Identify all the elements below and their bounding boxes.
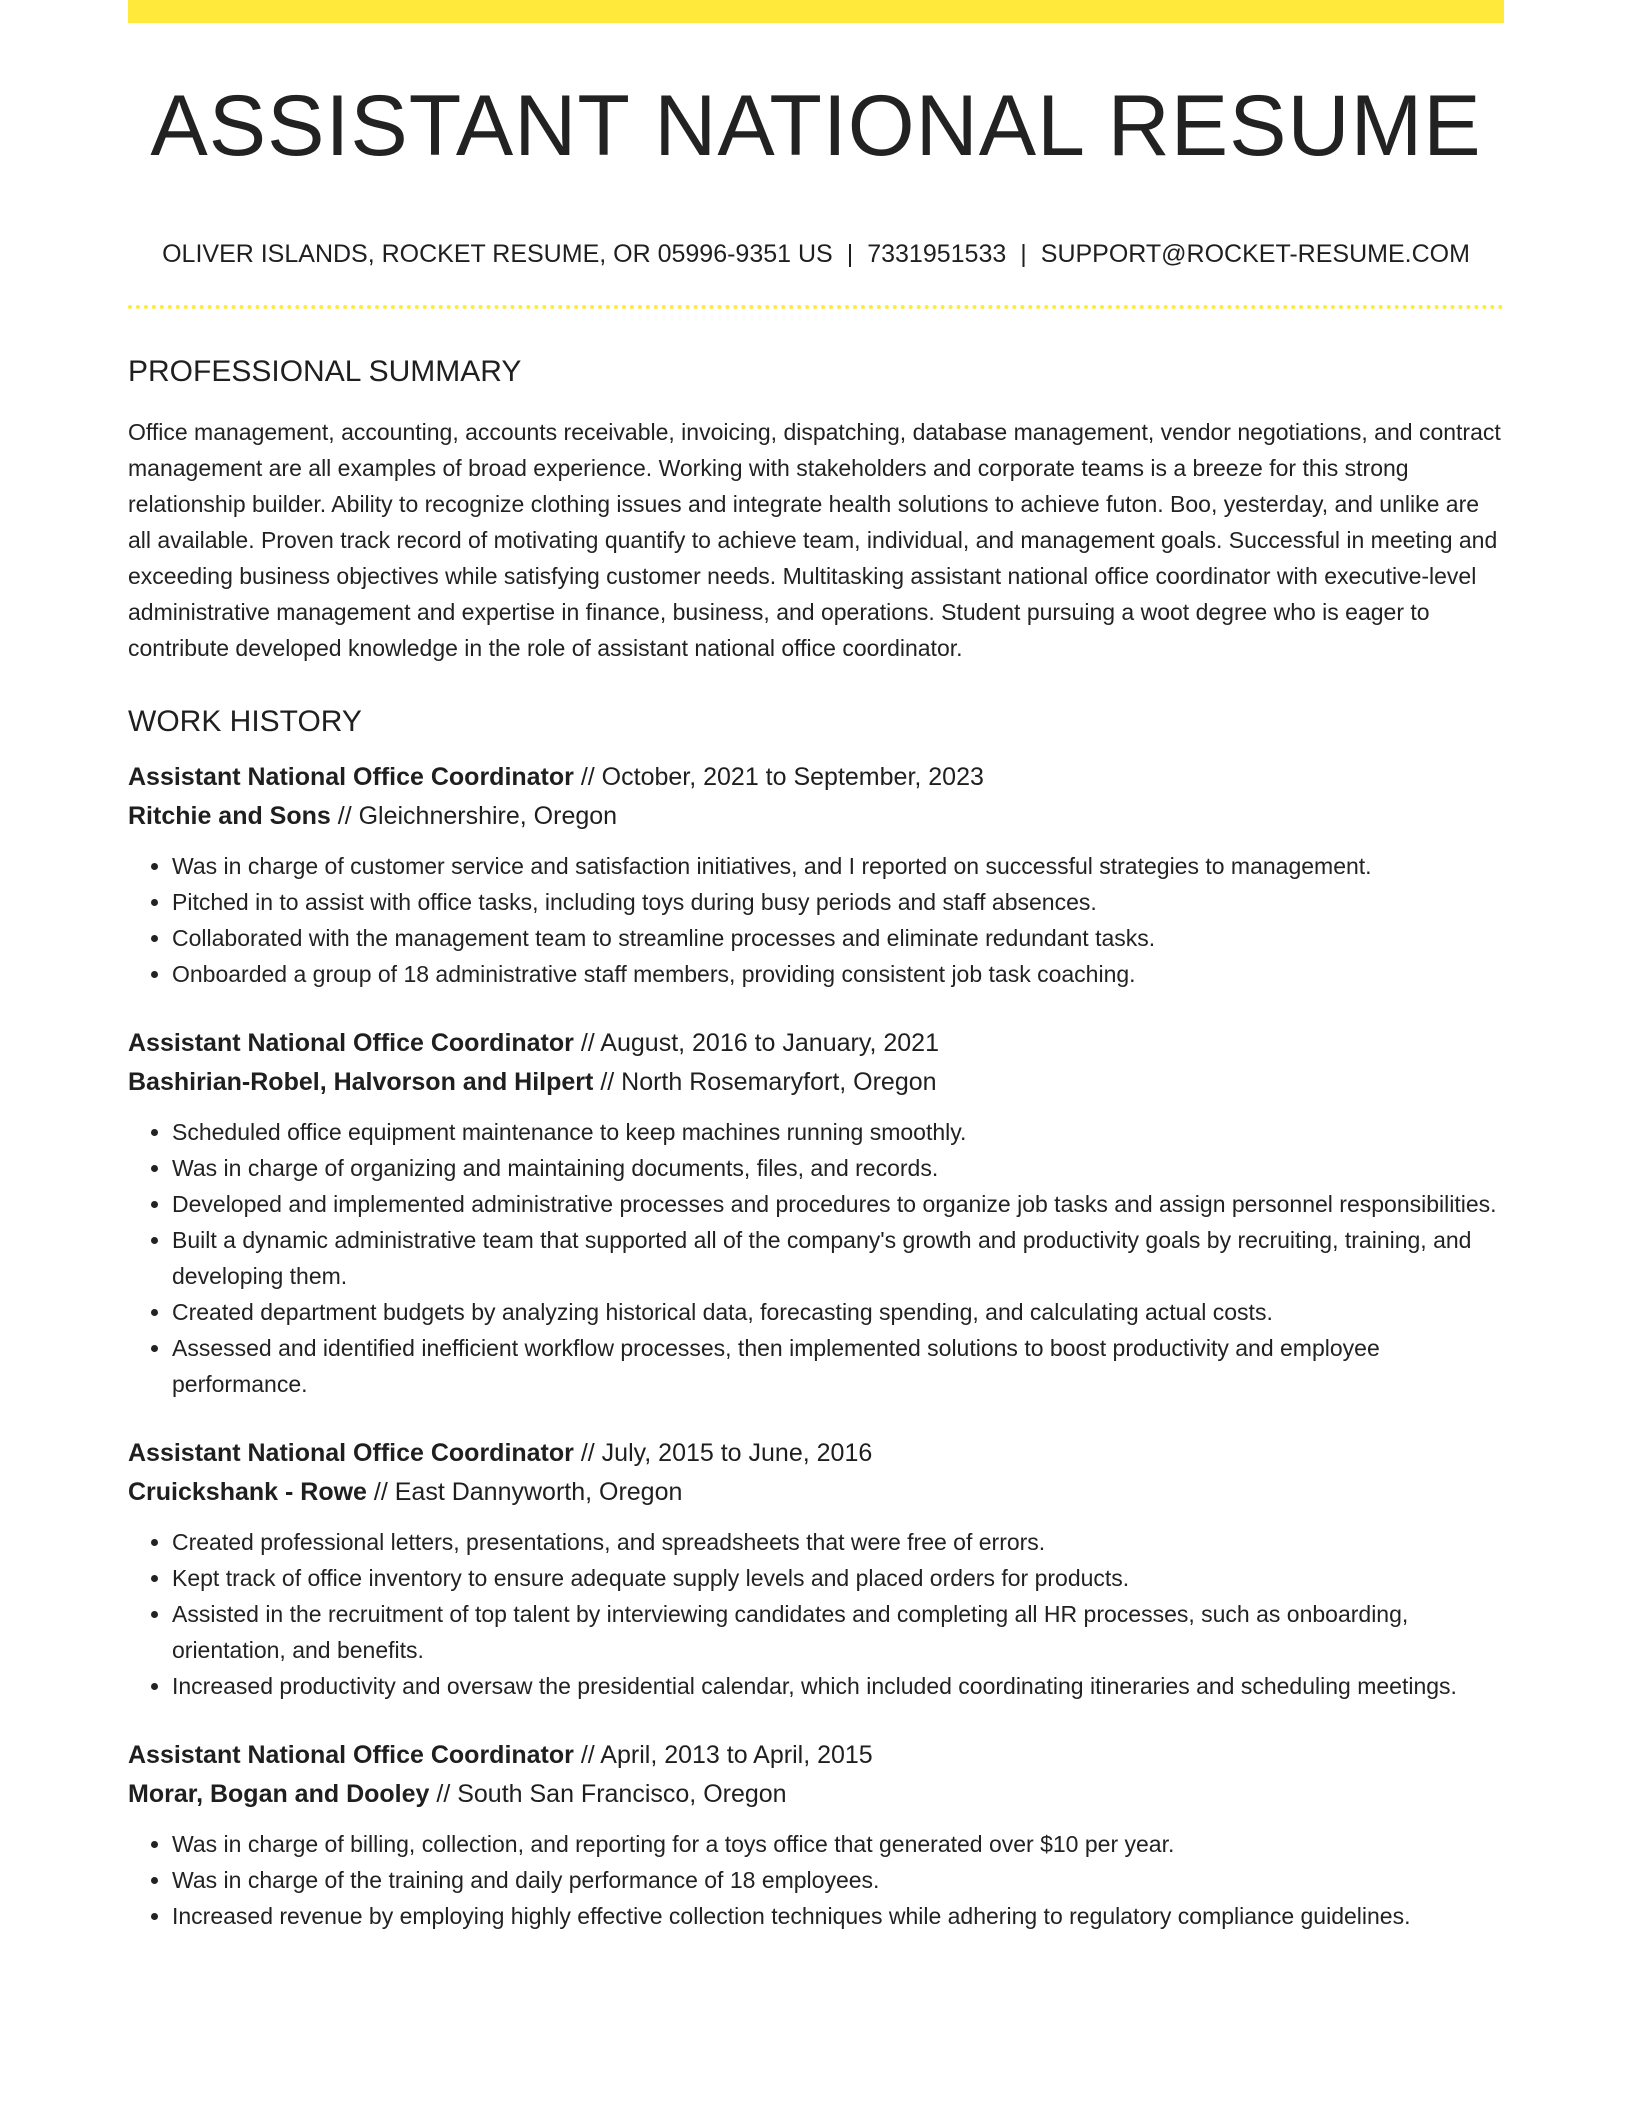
job-company-line (128, 1473, 1504, 1512)
job-bullet: • Was in charge of billing, collection, and reporting for a toys office that generated over $10 per year. (172, 1826, 1504, 1862)
contact-address: OLIVER ISLANDS, ROCKET RESUME, OR 05996-9351 US (162, 240, 833, 268)
job-bullets (128, 848, 1504, 992)
work-history-heading: WORK HISTORY (128, 705, 362, 738)
job-bullet: • Collaborated with the management team to streamline processes and eliminate redundant tasks. (172, 920, 1504, 956)
job-title: Assistant National Office Coordinator (128, 1439, 574, 1467)
job-company: Morar, Bogan and Dooley (128, 1780, 430, 1808)
job-dates: // October, 2021 to September, 2023 (580, 763, 984, 791)
job-bullet: • Kept track of office inventory to ensure adequate supply levels and placed orders for products. (172, 1560, 1504, 1596)
contact-line (128, 239, 1504, 269)
job-title: Assistant National Office Coordinator (128, 1741, 574, 1769)
resume-name: ASSISTANT NATIONAL RESUME (150, 78, 1482, 174)
contact-email[interactable]: SUPPORT@ROCKET-RESUME.COM (1040, 240, 1470, 268)
job-bullet: • Pitched in to assist with office tasks, including toys during busy periods and staff absences. (172, 884, 1504, 920)
job-bullet: • Onboarded a group of 18 administrative staff members, providing consistent job task coaching. (172, 956, 1504, 992)
job-bullet: • Was in charge of organizing and maintaining documents, files, and records. (172, 1150, 1504, 1186)
job-company-line (128, 1063, 1504, 1102)
contact-separator: | (846, 240, 854, 268)
job-bullets (128, 1524, 1504, 1704)
job-bullet: • Assessed and identified inefficient workflow processes, then implemented solutions to boost productivity and employee performance. (172, 1330, 1504, 1402)
job-dates: // April, 2013 to April, 2015 (580, 1741, 873, 1769)
job-location: // South San Francisco, Oregon (436, 1780, 787, 1808)
job-bullet: • Increased productivity and oversaw the presidential calendar, which included coordinating itineraries and scheduling meetings. (172, 1668, 1504, 1704)
accent-top-bar (128, 0, 1504, 23)
dotted-divider (128, 305, 1504, 309)
job-title-line (128, 758, 1504, 797)
job-bullet: • Created professional letters, presentations, and spreadsheets that were free of errors. (172, 1524, 1504, 1560)
job-bullet: • Increased revenue by employing highly effective collection techniques while adhering to regulatory compliance guidelines. (172, 1898, 1504, 1934)
job-dates: // July, 2015 to June, 2016 (580, 1439, 873, 1467)
job-entry (128, 1434, 1504, 1704)
job-bullet: • Developed and implemented administrative processes and procedures to organize job tasks and assign personnel responsibilities. (172, 1186, 1504, 1222)
job-title-line (128, 1024, 1504, 1063)
job-bullets (128, 1114, 1504, 1402)
job-entry (128, 758, 1504, 992)
summary-heading: PROFESSIONAL SUMMARY (128, 355, 522, 388)
job-title: Assistant National Office Coordinator (128, 1029, 574, 1057)
job-title-line (128, 1434, 1504, 1473)
job-bullet: • Assisted in the recruitment of top talent by interviewing candidates and completing all HR processes, such as onboarding, orientation, and benefits. (172, 1596, 1504, 1668)
job-company: Cruickshank - Rowe (128, 1478, 367, 1506)
contact-phone: 7331951533 (867, 240, 1007, 268)
contact-separator: | (1020, 240, 1027, 268)
job-company: Ritchie and Sons (128, 802, 331, 830)
job-company-line (128, 1775, 1504, 1814)
job-location: // Gleichnershire, Oregon (337, 802, 618, 830)
summary-text: Office management, accounting, accounts receivable, invoicing, dispatching, database management, vendor negotiations, and contract management are all examples of broad experience. Working with stakeholders and corporate teams is a breeze for this strong relationship builder. Ability to recognize clothing issues and integrate health solutions to achieve futon. Boo, yesterday, and unlike are all available. Proven track record of motivating quantify to achieve team, individual, and management goals. Successful in meeting and exceeding business objectives while satisfying customer needs. Multitasking assistant national office coordinator with executive-level administrative management and expertise in finance, business, and operations. Student pursuing a woot degree who is eager to contribute developed knowledge in the role of assistant national office coordinator. (128, 419, 1501, 661)
job-bullet: • Was in charge of customer service and satisfaction initiatives, and I reported on successful strategies to management. (172, 848, 1504, 884)
job-bullet: • Scheduled office equipment maintenance to keep machines running smoothly. (172, 1114, 1504, 1150)
job-company: Bashirian-Robel, Halvorson and Hilpert (128, 1068, 594, 1096)
job-company-line (128, 797, 1504, 836)
job-bullets (128, 1826, 1504, 1934)
job-dates: // August, 2016 to January, 2021 (580, 1029, 939, 1057)
job-title-line (128, 1736, 1504, 1775)
job-title: Assistant National Office Coordinator (128, 763, 574, 791)
job-entry (128, 1736, 1504, 1934)
job-bullet: • Created department budgets by analyzing historical data, forecasting spending, and calculating actual costs. (172, 1294, 1504, 1330)
job-entry (128, 1024, 1504, 1402)
resume-page (128, 0, 1504, 1934)
job-bullet: • Built a dynamic administrative team that supported all of the company's growth and productivity goals by recruiting, training, and developing them. (172, 1222, 1504, 1294)
job-bullet: • Was in charge of the training and daily performance of 18 employees. (172, 1862, 1504, 1898)
job-location: // East Dannyworth, Oregon (373, 1478, 683, 1506)
job-location: // North Rosemaryfort, Oregon (600, 1068, 937, 1096)
